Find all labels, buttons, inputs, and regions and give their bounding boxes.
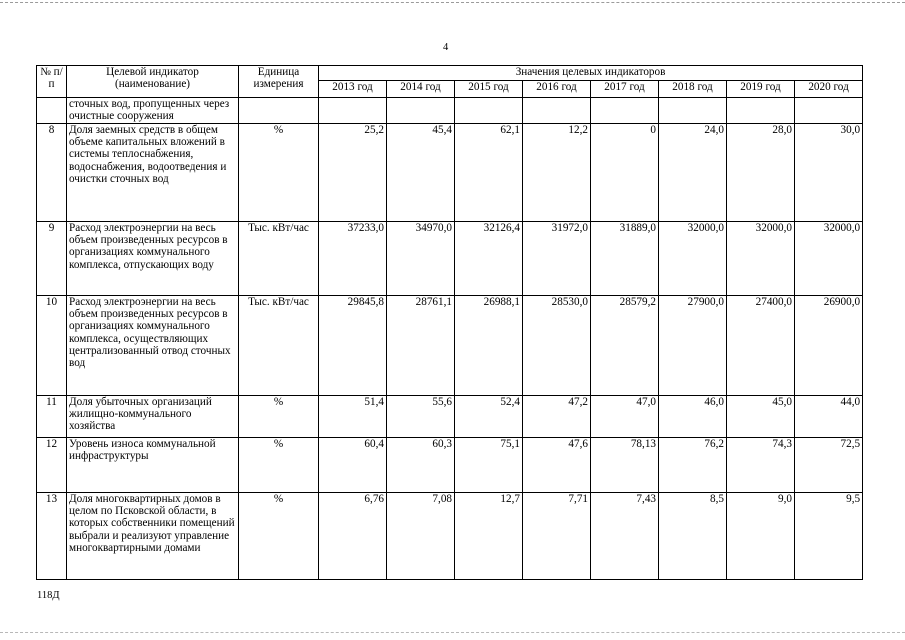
- cell-value: [387, 98, 455, 124]
- header-unit: Единица измерения: [239, 66, 319, 98]
- cell-value: 9,5: [795, 493, 863, 580]
- cell-value: 8,5: [659, 493, 727, 580]
- cell-value: 6,76: [319, 493, 387, 580]
- cell-value: 72,5: [795, 438, 863, 493]
- cell-unit: %: [239, 493, 319, 580]
- cell-value: 29845,8: [319, 296, 387, 396]
- cell-value: 32126,4: [455, 222, 523, 296]
- cell-unit: %: [239, 438, 319, 493]
- table-row: [37, 438, 863, 493]
- cell-value: 45,0: [727, 396, 795, 438]
- cell-value: [591, 98, 659, 124]
- cell-value: 32000,0: [727, 222, 795, 296]
- bottom-scan-edge: [0, 632, 905, 633]
- cell-value: 44,0: [795, 396, 863, 438]
- cell-value: 52,4: [455, 396, 523, 438]
- cell-value: 76,2: [659, 438, 727, 493]
- cell-unit: %: [239, 124, 319, 222]
- header-year: 2016 год: [523, 81, 591, 98]
- table-row: [37, 124, 863, 222]
- cell-value: 0: [591, 124, 659, 222]
- cell-value: 7,71: [523, 493, 591, 580]
- cell-value: 31889,0: [591, 222, 659, 296]
- cell-value: 45,4: [387, 124, 455, 222]
- cell-value: 25,2: [319, 124, 387, 222]
- cell-value: 47,2: [523, 396, 591, 438]
- cell-value: 74,3: [727, 438, 795, 493]
- cell-num: 8: [37, 124, 67, 222]
- cell-value: [659, 98, 727, 124]
- cell-value: 32000,0: [795, 222, 863, 296]
- cell-value: 51,4: [319, 396, 387, 438]
- cell-value: 28,0: [727, 124, 795, 222]
- cell-num: 10: [37, 296, 67, 396]
- cell-num: 11: [37, 396, 67, 438]
- cell-value: 47,0: [591, 396, 659, 438]
- table-row: [37, 396, 863, 438]
- cell-value: 47,6: [523, 438, 591, 493]
- cell-unit: %: [239, 396, 319, 438]
- table-row-continuation: [37, 98, 863, 124]
- header-year: 2014 год: [387, 81, 455, 98]
- cell-indicator: Расход электроэнергии на весь объем произведенных ресурсов в организациях коммунального комплекса, осуществляющих централизованный отвод сточных вод: [67, 296, 239, 396]
- cell-value: 26988,1: [455, 296, 523, 396]
- cell-value: [523, 98, 591, 124]
- cell-value: 28761,1: [387, 296, 455, 396]
- footer-code: 118Д: [37, 590, 60, 601]
- cell-value: 9,0: [727, 493, 795, 580]
- header-year: 2019 год: [727, 81, 795, 98]
- table-row: [37, 296, 863, 396]
- cell-indicator: Уровень износа коммунальной инфраструктуры: [67, 438, 239, 493]
- table-row: [37, 493, 863, 580]
- cell-unit: [239, 98, 319, 124]
- cell-unit: Тыс. кВт/час: [239, 296, 319, 396]
- cell-indicator: Доля убыточных организаций жилищно-коммунального хозяйства: [67, 396, 239, 438]
- header-year: 2015 год: [455, 81, 523, 98]
- cell-value: 34970,0: [387, 222, 455, 296]
- cell-value: 55,6: [387, 396, 455, 438]
- cell-value: 7,43: [591, 493, 659, 580]
- cell-value: 28579,2: [591, 296, 659, 396]
- cell-value: 12,7: [455, 493, 523, 580]
- table-row: [37, 222, 863, 296]
- cell-value: 31972,0: [523, 222, 591, 296]
- cell-num: 9: [37, 222, 67, 296]
- cell-indicator: Доля заемных средств в общем объеме капитальных вложений в системы теплоснабжения, водоснабжения, водоотведения и очистки сточных вод: [67, 124, 239, 222]
- header-year: 2020 год: [795, 81, 863, 98]
- cell-value: 37233,0: [319, 222, 387, 296]
- cell-value: 27900,0: [659, 296, 727, 396]
- cell-num: 12: [37, 438, 67, 493]
- cell-value: 75,1: [455, 438, 523, 493]
- cell-value: [795, 98, 863, 124]
- header-year: 2013 год: [319, 81, 387, 98]
- cell-num: 13: [37, 493, 67, 580]
- header-year: 2018 год: [659, 81, 727, 98]
- cell-value: 60,4: [319, 438, 387, 493]
- cell-value: 27400,0: [727, 296, 795, 396]
- cell-indicator: Доля многоквартирных домов в целом по Псковской области, в которых собственники помещений выбрали и реализуют управление многоквартирными домами: [67, 493, 239, 580]
- indicators-table: [36, 65, 863, 580]
- cell-value: [319, 98, 387, 124]
- cell-indicator: Расход электроэнергии на весь объем произведенных ресурсов в организациях коммунального комплекса, отпускающих воду: [67, 222, 239, 296]
- cell-unit: Тыс. кВт/час: [239, 222, 319, 296]
- cell-value: [455, 98, 523, 124]
- cell-value: 26900,0: [795, 296, 863, 396]
- cell-value: 78,13: [591, 438, 659, 493]
- header-values-group: Значения целевых индикаторов: [319, 66, 863, 81]
- cell-value: 32000,0: [659, 222, 727, 296]
- cell-value: 12,2: [523, 124, 591, 222]
- cell-value: 24,0: [659, 124, 727, 222]
- top-scan-edge: [0, 2, 905, 3]
- page-number: 4: [443, 42, 449, 53]
- header-num: № п/п: [37, 66, 67, 98]
- cell-indicator-continuation: сточных вод, пропущенных через очистные сооружения: [67, 98, 239, 124]
- cell-value: 30,0: [795, 124, 863, 222]
- cell-value: [727, 98, 795, 124]
- cell-value: 7,08: [387, 493, 455, 580]
- cell-value: 60,3: [387, 438, 455, 493]
- header-year: 2017 год: [591, 81, 659, 98]
- cell-value: 62,1: [455, 124, 523, 222]
- cell-value: 28530,0: [523, 296, 591, 396]
- cell-value: 46,0: [659, 396, 727, 438]
- cell-num: [37, 98, 67, 124]
- header-indicator: Целевой индикатор (наименование): [67, 66, 239, 98]
